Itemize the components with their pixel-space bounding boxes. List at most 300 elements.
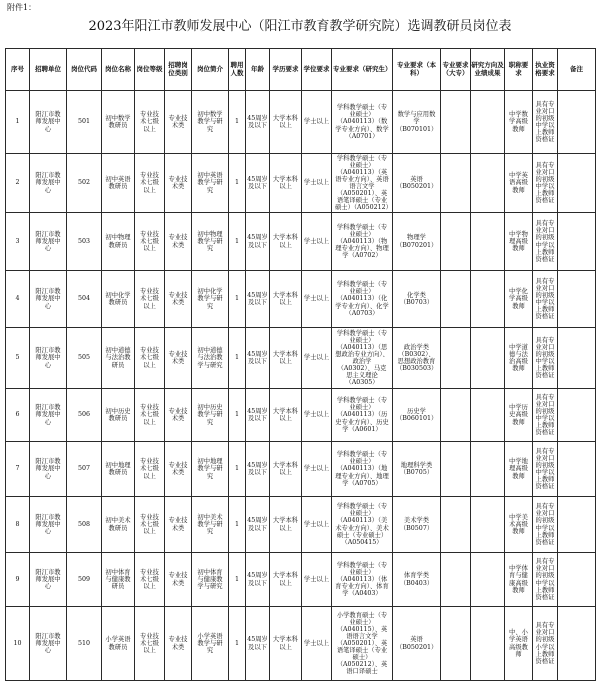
cell-name-text: 初中物理教研员 <box>105 234 131 249</box>
cell-name-text: 初中体育与健康教研员 <box>105 568 131 591</box>
cell-education <box>270 91 302 154</box>
cell-intro <box>192 271 229 328</box>
cell-qualification <box>533 271 558 328</box>
cell-research <box>471 389 505 442</box>
cell-intro-text: 初中美术教学与研究 <box>197 513 223 536</box>
cell-research-text <box>471 91 504 153</box>
cell-title-req-text: 中学美术高级教师 <box>509 513 528 536</box>
cell-title-req <box>505 213 533 271</box>
cell-major-undergrad-text: 英语（B050201） <box>396 636 438 651</box>
cell-unit <box>30 497 67 553</box>
cell-major-college-text <box>441 154 470 212</box>
cell-count <box>229 442 246 497</box>
cell-name <box>102 442 135 497</box>
table-row <box>6 442 596 497</box>
cell-category <box>165 553 192 607</box>
cell-name <box>102 553 135 607</box>
cell-qualification-text: 具有专业对口的初级中学以上教师资格证 <box>535 161 555 205</box>
cell-intro <box>192 154 229 213</box>
cell-major-undergrad <box>393 213 441 271</box>
cell-count-text: 1 <box>234 465 239 473</box>
cell-title-req-text: 中学体育与健康高级教师 <box>509 565 528 594</box>
cell-count-text: 1 <box>234 179 239 187</box>
cell-major-grad <box>332 442 393 497</box>
cell-unit <box>30 553 67 607</box>
cell-level <box>135 154 165 213</box>
cell-research-text <box>471 213 504 270</box>
cell-degree <box>302 154 332 213</box>
cell-name-text: 初中美术教研员 <box>105 517 131 532</box>
cell-unit <box>30 154 67 213</box>
cell-name <box>102 271 135 328</box>
header-major-college <box>441 49 471 91</box>
cell-level-text: 专业技术七级以上 <box>140 347 159 369</box>
cell-title-req-text: 中、小学英语高级教师 <box>509 629 528 658</box>
cell-count <box>229 389 246 442</box>
cell-remark <box>558 213 596 271</box>
cell-major-college <box>441 607 471 681</box>
cell-major-undergrad <box>393 389 441 442</box>
cell-level <box>135 271 165 328</box>
cell-remark <box>558 553 596 607</box>
positions-table <box>5 48 596 681</box>
cell-no-text: 10 <box>13 639 22 647</box>
cell-major-grad-text: 学科教学硕士（专业硕士）（A040113）（地理专业方向）、地理学（A0705） <box>335 451 389 487</box>
cell-qualification-text: 具有专业对口的初级小学以上教师资格证 <box>535 622 555 665</box>
header-research <box>471 49 505 91</box>
cell-count-text: 1 <box>234 520 239 528</box>
cell-qualification-text: 具有专业对口的初级中学以上教师资格证 <box>535 220 555 263</box>
cell-remark-text <box>558 497 595 552</box>
cell-no <box>6 607 30 681</box>
cell-unit <box>30 91 67 154</box>
cell-no-text: 7 <box>15 465 20 473</box>
cell-level-text: 专业技术七级以上 <box>140 632 159 655</box>
cell-degree-text: 学士以上 <box>303 237 330 245</box>
cell-degree-text: 学士以上 <box>303 295 330 303</box>
cell-category-text: 专业技术类 <box>168 350 188 365</box>
cell-research-text <box>471 442 504 496</box>
cell-remark-text <box>558 328 595 388</box>
cell-education <box>270 497 302 553</box>
cell-degree-text: 学士以上 <box>303 520 330 528</box>
cell-major-undergrad <box>393 607 441 681</box>
cell-remark-text <box>558 154 595 212</box>
cell-education <box>270 213 302 271</box>
cell-qualification <box>533 442 558 497</box>
cell-intro <box>192 607 229 681</box>
cell-level <box>135 442 165 497</box>
cell-intro <box>192 389 229 442</box>
cell-education <box>270 271 302 328</box>
cell-category-text: 专业技术类 <box>168 572 188 587</box>
cell-intro <box>192 497 229 553</box>
cell-code-text: 502 <box>77 179 91 187</box>
table-row <box>6 497 596 553</box>
cell-intro <box>192 553 229 607</box>
cell-no <box>6 328 30 389</box>
cell-major-undergrad-text: 政治学类（B0302）、思想政治教育（B030503） <box>396 343 438 373</box>
cell-major-college-text <box>441 91 470 153</box>
cell-age <box>246 91 270 154</box>
cell-unit <box>30 442 67 497</box>
cell-degree <box>302 442 332 497</box>
cell-name-text: 初中道德与法治教研员 <box>105 347 131 369</box>
cell-intro-text: 初中历史教学与研究 <box>197 404 223 426</box>
cell-age <box>246 497 270 553</box>
cell-intro-text: 初中化学教学与研究 <box>197 288 223 310</box>
cell-count <box>229 154 246 213</box>
cell-unit-text: 阳江市教师发展中心 <box>35 230 61 253</box>
cell-major-undergrad-text: 化学类（B0703） <box>399 291 434 306</box>
header-code <box>67 49 102 91</box>
header-major-grad-label: 专业要求（研究生） <box>333 64 392 73</box>
cell-qualification-text: 具有专业对口的初级中学以上教师资格证 <box>535 447 555 491</box>
cell-unit-text: 阳江市教师发展中心 <box>35 568 61 591</box>
cell-age-text: 45周岁及以下 <box>247 461 268 476</box>
cell-age <box>246 154 270 213</box>
table-row <box>6 607 596 681</box>
table-row <box>6 213 596 271</box>
cell-intro-text: 小学英语教学与研究 <box>197 632 223 655</box>
cell-no-text: 4 <box>15 295 20 303</box>
cell-qualification-text: 具有专业对口的初级中学以上教师资格证 <box>535 100 555 144</box>
cell-title-req-text: 中学数学高级教师 <box>509 111 528 133</box>
cell-research-text <box>471 497 504 552</box>
cell-count <box>229 607 246 681</box>
cell-count-text: 1 <box>234 354 239 362</box>
header-name-label: 岗位名称 <box>105 64 131 73</box>
cell-no-text: 1 <box>15 118 20 126</box>
cell-major-grad-text: 学科教学硕士（专业硕士）（A040113）（历史专业方向）、历史学（A0601） <box>335 397 389 433</box>
cell-level-text: 专业技术七级以上 <box>140 172 159 194</box>
header-no <box>6 49 30 91</box>
cell-research <box>471 553 505 607</box>
cell-major-college <box>441 389 471 442</box>
header-unit <box>30 49 67 91</box>
header-category <box>165 49 192 91</box>
cell-major-grad <box>332 497 393 553</box>
cell-age-text: 45周岁及以下 <box>247 234 268 249</box>
cell-major-college-text <box>441 442 470 496</box>
cell-degree <box>302 271 332 328</box>
cell-education-text: 大学本科以上 <box>272 461 299 476</box>
cell-level <box>135 213 165 271</box>
cell-major-college <box>441 328 471 389</box>
cell-title-req <box>505 154 533 213</box>
cell-major-college-text <box>441 389 470 441</box>
cell-research <box>471 213 505 271</box>
cell-research-text <box>471 328 504 388</box>
cell-title-req-text: 中学英语高级教师 <box>509 172 528 194</box>
cell-major-undergrad-text: 体育学类（B0403） <box>399 572 434 587</box>
cell-education <box>270 553 302 607</box>
cell-category-text: 专业技术类 <box>168 175 188 190</box>
cell-level-text: 专业技术七级以上 <box>140 568 159 591</box>
cell-name-text: 小学英语教研员 <box>105 636 131 651</box>
cell-intro-text: 初中英语教学与研究 <box>197 172 223 194</box>
cell-age <box>246 328 270 389</box>
cell-major-college-text <box>441 553 470 606</box>
cell-code <box>67 389 102 442</box>
cell-degree-text: 学士以上 <box>303 465 330 473</box>
header-age-label: 年龄 <box>251 64 264 73</box>
cell-intro-text: 初中地理教学与研究 <box>197 458 223 480</box>
cell-code <box>67 497 102 553</box>
cell-major-college-text <box>441 607 470 680</box>
header-major-grad <box>332 49 393 91</box>
cell-category-text: 专业技术类 <box>168 461 188 476</box>
cell-category-text: 专业技术类 <box>168 407 188 422</box>
header-qualification <box>533 49 558 91</box>
cell-unit-text: 阳江市教师发展中心 <box>35 111 61 133</box>
cell-count <box>229 328 246 389</box>
cell-education-text: 大学本科以上 <box>272 114 299 129</box>
cell-category-text: 专业技术类 <box>168 234 188 249</box>
cell-qualification-text: 具有专业对口的初级中学以上教师资格证 <box>535 393 555 437</box>
cell-major-undergrad <box>393 154 441 213</box>
cell-major-undergrad-text: 地理科学类（B0705） <box>399 461 434 476</box>
cell-age-text: 45周岁及以下 <box>247 572 268 587</box>
cell-remark-text <box>558 213 595 270</box>
cell-degree-text: 学士以上 <box>303 354 330 362</box>
cell-research <box>471 154 505 213</box>
cell-category-text: 专业技术类 <box>168 291 188 306</box>
cell-no <box>6 271 30 328</box>
cell-title-req <box>505 389 533 442</box>
header-count <box>229 49 246 91</box>
cell-category-text: 专业技术类 <box>168 114 188 129</box>
cell-major-undergrad <box>393 328 441 389</box>
cell-category <box>165 442 192 497</box>
cell-category <box>165 271 192 328</box>
cell-code <box>67 553 102 607</box>
table-row <box>6 328 596 389</box>
cell-major-grad-text: 学科教学硕士（专业硕士）（A040113）（数学专业方向）、数学（A0701） <box>335 104 389 140</box>
cell-degree <box>302 553 332 607</box>
cell-remark-text <box>558 271 595 327</box>
cell-degree-text: 学士以上 <box>303 575 330 583</box>
cell-code <box>67 91 102 154</box>
cell-level-text: 专业技术七级以上 <box>140 458 159 480</box>
cell-no-text: 2 <box>15 179 20 187</box>
cell-remark <box>558 442 596 497</box>
cell-no-text: 8 <box>15 520 20 528</box>
cell-education <box>270 154 302 213</box>
cell-code-text: 501 <box>77 118 91 126</box>
cell-degree <box>302 607 332 681</box>
cell-major-college <box>441 91 471 154</box>
cell-count-text: 1 <box>234 237 239 245</box>
cell-code-text: 504 <box>77 295 91 303</box>
cell-name-text: 初中数学教研员 <box>105 114 131 129</box>
header-major-undergrad <box>393 49 441 91</box>
cell-remark <box>558 607 596 681</box>
cell-no <box>6 91 30 154</box>
cell-no <box>6 442 30 497</box>
cell-remark <box>558 91 596 154</box>
cell-qualification <box>533 154 558 213</box>
cell-level <box>135 389 165 442</box>
cell-name <box>102 497 135 553</box>
table-row <box>6 389 596 442</box>
cell-major-undergrad-text: 英语（B050201） <box>396 175 438 190</box>
cell-remark <box>558 328 596 389</box>
cell-title-req <box>505 271 533 328</box>
cell-unit-text: 阳江市教师发展中心 <box>35 172 61 194</box>
cell-level <box>135 553 165 607</box>
cell-name <box>102 328 135 389</box>
cell-no <box>6 553 30 607</box>
cell-qualification <box>533 91 558 154</box>
header-code-label: 岗位代码 <box>71 64 97 73</box>
cell-no <box>6 389 30 442</box>
header-intro <box>192 49 229 91</box>
cell-no-text: 5 <box>15 354 20 362</box>
cell-unit <box>30 271 67 328</box>
header-name <box>102 49 135 91</box>
header-title-req <box>505 49 533 91</box>
cell-title-req-text: 中学历史高级教师 <box>509 404 528 426</box>
cell-count-text: 1 <box>234 639 239 647</box>
cell-remark-text <box>558 91 595 153</box>
cell-remark <box>558 154 596 213</box>
cell-degree <box>302 497 332 553</box>
header-intro-label: 岗位简介 <box>197 64 223 73</box>
cell-category <box>165 607 192 681</box>
cell-qualification <box>533 213 558 271</box>
cell-research <box>471 497 505 553</box>
cell-name <box>102 91 135 154</box>
cell-intro <box>192 328 229 389</box>
cell-intro <box>192 213 229 271</box>
cell-count-text: 1 <box>234 118 239 126</box>
cell-unit-text: 阳江市教师发展中心 <box>35 347 61 369</box>
cell-name <box>102 154 135 213</box>
cell-level-text: 专业技术七级以上 <box>140 288 159 310</box>
cell-remark <box>558 497 596 553</box>
cell-major-undergrad <box>393 91 441 154</box>
table-row <box>6 91 596 154</box>
cell-education <box>270 442 302 497</box>
cell-age-text: 45周岁及以下 <box>247 291 268 306</box>
cell-level-text: 专业技术七级以上 <box>140 513 159 536</box>
cell-qualification-text: 具有专业对口的初级中学以上教师资格证 <box>535 277 555 321</box>
cell-research-text <box>471 154 504 212</box>
cell-major-college <box>441 497 471 553</box>
cell-education-text: 大学本科以上 <box>272 175 299 190</box>
cell-major-grad-text: 学科教学硕士（专业硕士）（A040113）（物理专业方向）、物理学（A0702） <box>335 223 389 260</box>
cell-major-grad-text: 学科教学硕士（专业硕士）（A040113）（思想政治专业方向）、政治学（A0302）、马克思主义理论（A0305） <box>335 329 389 387</box>
cell-code <box>67 442 102 497</box>
cell-major-grad-text: 学科教学硕士（专业硕士）（A040113）（体育专业方向）、体育学（A0403） <box>335 561 389 598</box>
cell-title-req-text: 中学化学高级教师 <box>509 288 528 310</box>
cell-qualification-text: 具有专业对口的初级中学以上教师资格证 <box>535 558 555 601</box>
cell-name-text: 初中历史教研员 <box>105 407 131 422</box>
cell-code-text: 507 <box>77 465 91 473</box>
cell-degree-text: 学士以上 <box>303 411 330 419</box>
cell-category-text: 专业技术类 <box>168 517 188 532</box>
cell-major-college <box>441 213 471 271</box>
cell-age <box>246 389 270 442</box>
cell-education <box>270 328 302 389</box>
cell-major-undergrad-text: 历史学（B060101） <box>396 407 438 422</box>
cell-count <box>229 271 246 328</box>
cell-major-undergrad-text: 美术学类（B0507） <box>399 517 434 532</box>
cell-title-req-text: 中学道德与法治高级教师 <box>509 343 528 373</box>
cell-qualification <box>533 497 558 553</box>
cell-unit-text: 阳江市教师发展中心 <box>35 458 61 480</box>
cell-research-text <box>471 553 504 606</box>
cell-title-req <box>505 553 533 607</box>
cell-major-grad-text: 学科教学硕士（专业硕士）（A040113）（美术专业方向）、美术硕士（专业硕士）（A050415） <box>335 503 389 546</box>
cell-unit <box>30 607 67 681</box>
document-title: 2023年阳江市教师发展中心（阳江市教育教学研究院）选调教研员岗位表 <box>88 19 512 34</box>
cell-education-text: 大学本科以上 <box>272 234 299 249</box>
cell-major-grad <box>332 271 393 328</box>
cell-age-text: 45周岁及以下 <box>247 636 268 651</box>
cell-name <box>102 607 135 681</box>
cell-code <box>67 607 102 681</box>
cell-age-text: 45周岁及以下 <box>247 517 268 532</box>
cell-unit-text: 阳江市教师发展中心 <box>35 513 61 536</box>
table-row <box>6 553 596 607</box>
cell-count-text: 1 <box>234 411 239 419</box>
cell-code <box>67 154 102 213</box>
cell-research <box>471 91 505 154</box>
cell-major-grad-text: 小学教育硕士（专业硕士）（A040115）、英语语言文学（A050201）、英语笔译硕士（专业硕士）（A050212）、英语口译硕士 <box>336 611 388 676</box>
cell-title-req <box>505 91 533 154</box>
header-remark-label: 备注 <box>570 64 583 73</box>
cell-unit-text: 阳江市教师发展中心 <box>35 288 61 310</box>
header-level-label: 岗位等级 <box>136 64 163 73</box>
cell-age <box>246 213 270 271</box>
cell-major-college <box>441 553 471 607</box>
cell-remark <box>558 271 596 328</box>
cell-name <box>102 389 135 442</box>
cell-category-text: 专业技术类 <box>168 636 188 651</box>
cell-major-grad <box>332 154 393 213</box>
cell-code-text: 510 <box>77 639 91 647</box>
cell-major-college-text <box>441 497 470 552</box>
cell-major-grad <box>332 213 393 271</box>
header-count-label: 聘用人数 <box>230 60 244 77</box>
cell-code-text: 509 <box>77 575 91 583</box>
cell-major-grad-text: 学科教学硕士（专业硕士）（A040113）（化学专业方向）、化学（A0703） <box>335 281 389 317</box>
cell-intro-text: 初中数学教学与研究 <box>197 111 223 133</box>
cell-major-grad <box>332 328 393 389</box>
cell-count <box>229 553 246 607</box>
cell-qualification-text: 具有专业对口的初级中学以上教师资格证 <box>535 336 555 380</box>
cell-research <box>471 271 505 328</box>
cell-title-req-text: 中学地理高级教师 <box>509 458 528 480</box>
cell-category <box>165 91 192 154</box>
cell-major-college-text <box>441 328 470 388</box>
cell-title-req <box>505 442 533 497</box>
cell-qualification <box>533 328 558 389</box>
header-remark <box>558 49 596 91</box>
cell-remark <box>558 389 596 442</box>
cell-category <box>165 328 192 389</box>
cell-major-undergrad <box>393 271 441 328</box>
cell-level <box>135 607 165 681</box>
cell-title-req <box>505 607 533 681</box>
cell-major-college <box>441 442 471 497</box>
cell-level-text: 专业技术七级以上 <box>140 111 159 133</box>
cell-degree <box>302 91 332 154</box>
header-no-label: 序号 <box>11 64 24 73</box>
header-category-label: 招聘岗位类别 <box>168 60 188 77</box>
